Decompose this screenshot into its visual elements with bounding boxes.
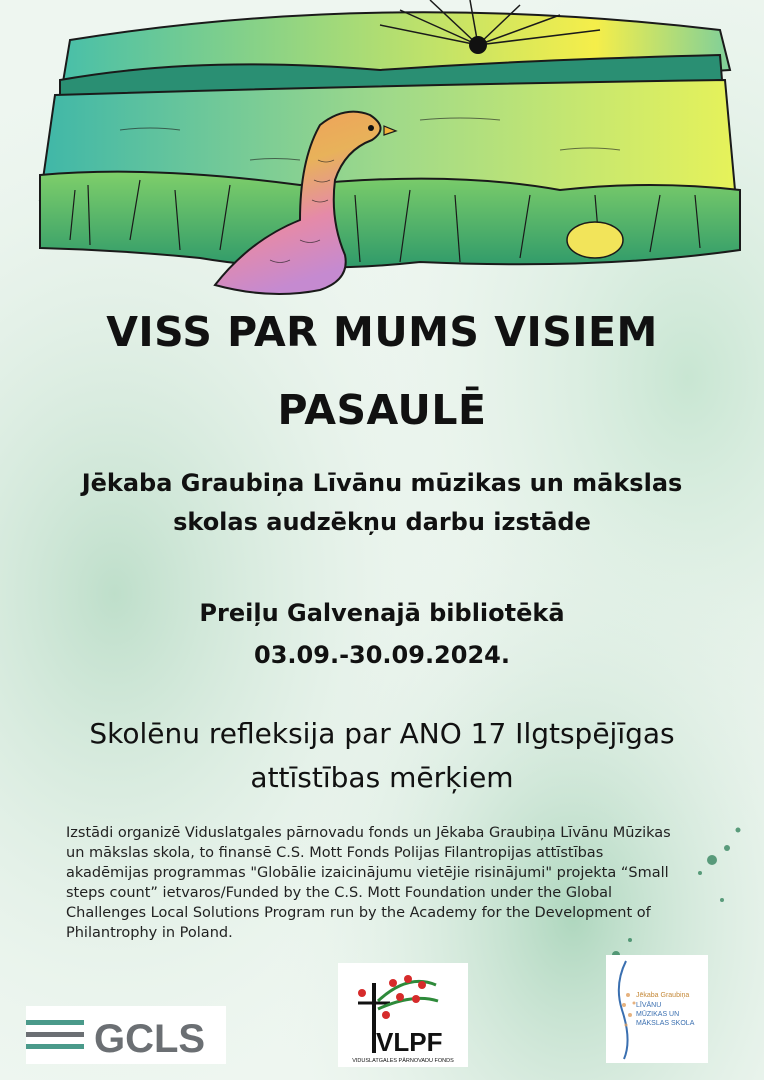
organizer-line: un mākslas skola, to finansē C.S. Mott Fonds Polijas Filantropijas attīstības [66, 845, 604, 861]
reflection-line-1: Skolēnu refleksija par ANO 17 Ilgtspējīgas [89, 717, 675, 750]
organizer-line: akadēmijas programmas "Globālie izaicinājumu vietējie risinājumi" projekta “Small [66, 865, 669, 881]
vlpf-caption: VIDUSLATGALES PĀRNOVADU FONDS [352, 1058, 454, 1064]
gcls-logo [26, 1006, 226, 1064]
gcls-text: GCLS [94, 1017, 206, 1061]
school-name-line-4: MĀKSLAS SKOLA [636, 1020, 695, 1027]
organizer-line: steps count” ietvaros/Funded by the C.S. Mott Foundation under the Global [66, 885, 613, 901]
organizer-text [66, 823, 726, 943]
school-logo [606, 955, 708, 1063]
subtitle-line-1: Jēkaba Graubiņa Līvānu mūzikas un mākslas [81, 469, 683, 497]
school-name-line-3: MŪZIKAS UN [636, 1011, 680, 1018]
school-name-line-2: LĪVĀNU [636, 1002, 662, 1009]
school-name-line-1: Jēkaba Graubiņa [636, 992, 690, 999]
decorative-dots-icon [622, 993, 636, 1027]
gcls-stripes-icon [26, 1006, 226, 1064]
organizer-line: Challenges Local Solutions Program run by the Academy for the Development of [66, 905, 651, 921]
dates-line: 03.09.-30.09.2024. [254, 641, 510, 669]
title-line-2: PASAULĒ [277, 386, 487, 434]
organizer-line: Izstādi organizē Viduslatgales pārnovadu fonds un Jēkaba Graubiņa Līvānu Mūzikas [66, 825, 671, 841]
location-line: Preiļu Galvenajā bibliotēkā [199, 599, 565, 627]
subtitle-line-2: skolas audzēkņu darbu izstāde [173, 508, 591, 536]
vlpf-text: VLPF [376, 1027, 443, 1057]
music-clef-icon [619, 961, 628, 1059]
organizer-line: Philantrophy in Poland. [66, 925, 233, 941]
reflection-line-2: attīstības mērķiem [250, 761, 514, 794]
bird-landscape-illustration [0, 0, 764, 300]
title-line-1: VISS PAR MUMS VISIEM [106, 308, 658, 356]
vlpf-logo [338, 963, 468, 1067]
